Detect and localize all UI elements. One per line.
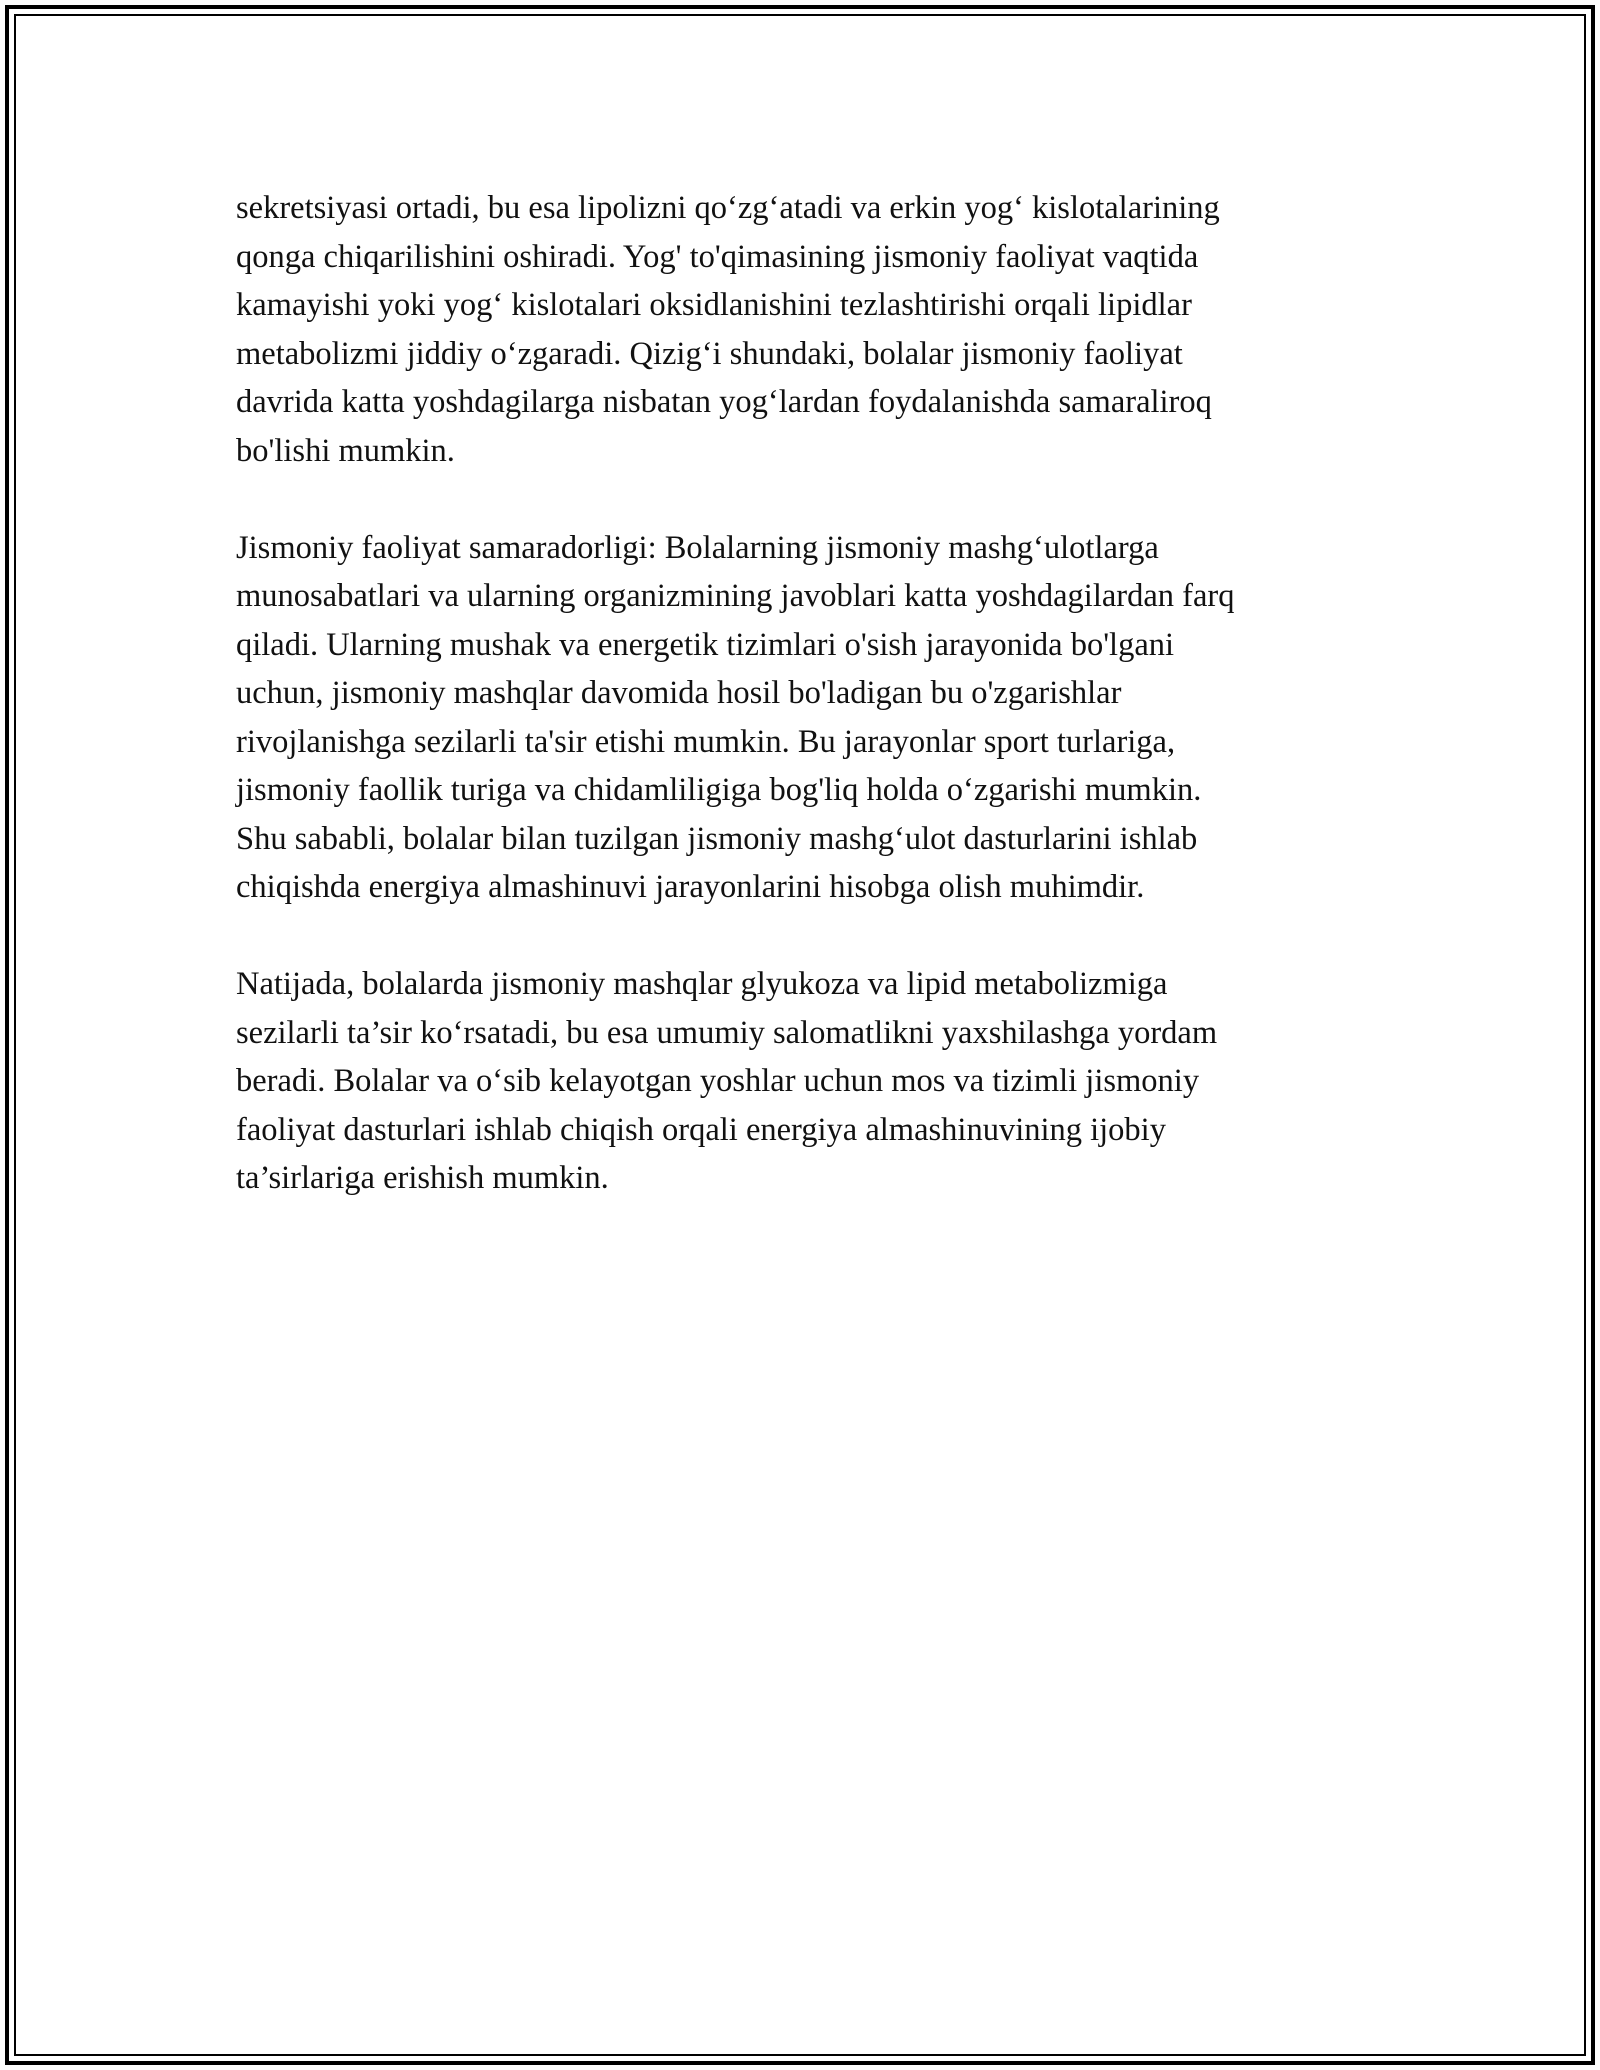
paragraph-physical-activity-efficiency: Jismoniy faoliyat samaradorligi: Bolalarning jismoniy mashg‘ulotlarga munosabatlari va ularning organizmining javoblari katta yoshdagilardan farq qiladi. Ularning mushak va energetik tizimlari o'sish jarayonida bo'lgani uchun, jismoniy mashqlar davomida hosil bo'ladigan bu o'zgarishlar rivojlanishga sezilarli ta'sir etishi mumkin. Bu jarayonlar sport turlariga, jismoniy faollik turiga va chidamliligiga bog'liq holda o‘zgarishi mumkin. Shu sababli, bolalar bilan tuzilgan jismoniy mashg‘ulot dasturlarini ishlab chiqishda energiya almashinuvi jarayonlarini hisobga olish muhimdir. [236, 529, 1235, 905]
paragraph-lipid-metabolism: sekretsiyasi ortadi, bu esa lipolizni qo‘zg‘atadi va erkin yog‘ kislotalarining qonga chiqarilishini oshiradi. Yog' to'qimasining jismoniy faoliyat vaqtida kamayishi yoki yog‘ kislotalari oksidlanishini tezlashtirishi orqali lipidlar metabolizmi jiddiy o‘zgaradi. Qizig‘i shundaki, bolalar jismoniy faoliyat davrida katta yoshdagilarga nisbatan yog‘lardan foydalanishda samaraliroq bo'lishi mumkin. [236, 190, 1220, 469]
document-body [236, 184, 1366, 1251]
paragraph-conclusion: Natijada, bolalarda jismoniy mashqlar glyukoza va lipid metabolizmiga sezilarli ta’sir ko‘rsatadi, bu esa umumiy salomatlikni yaxshilashga yordam beradi. Bolalar va o‘sib kelayotgan yoshlar uchun mos va tizimli jismoniy faoliyat dasturlari ishlab chiqish orqali energiya almashinuvining ijobiy ta’sirlariga erishish mumkin. [236, 966, 1218, 1196]
